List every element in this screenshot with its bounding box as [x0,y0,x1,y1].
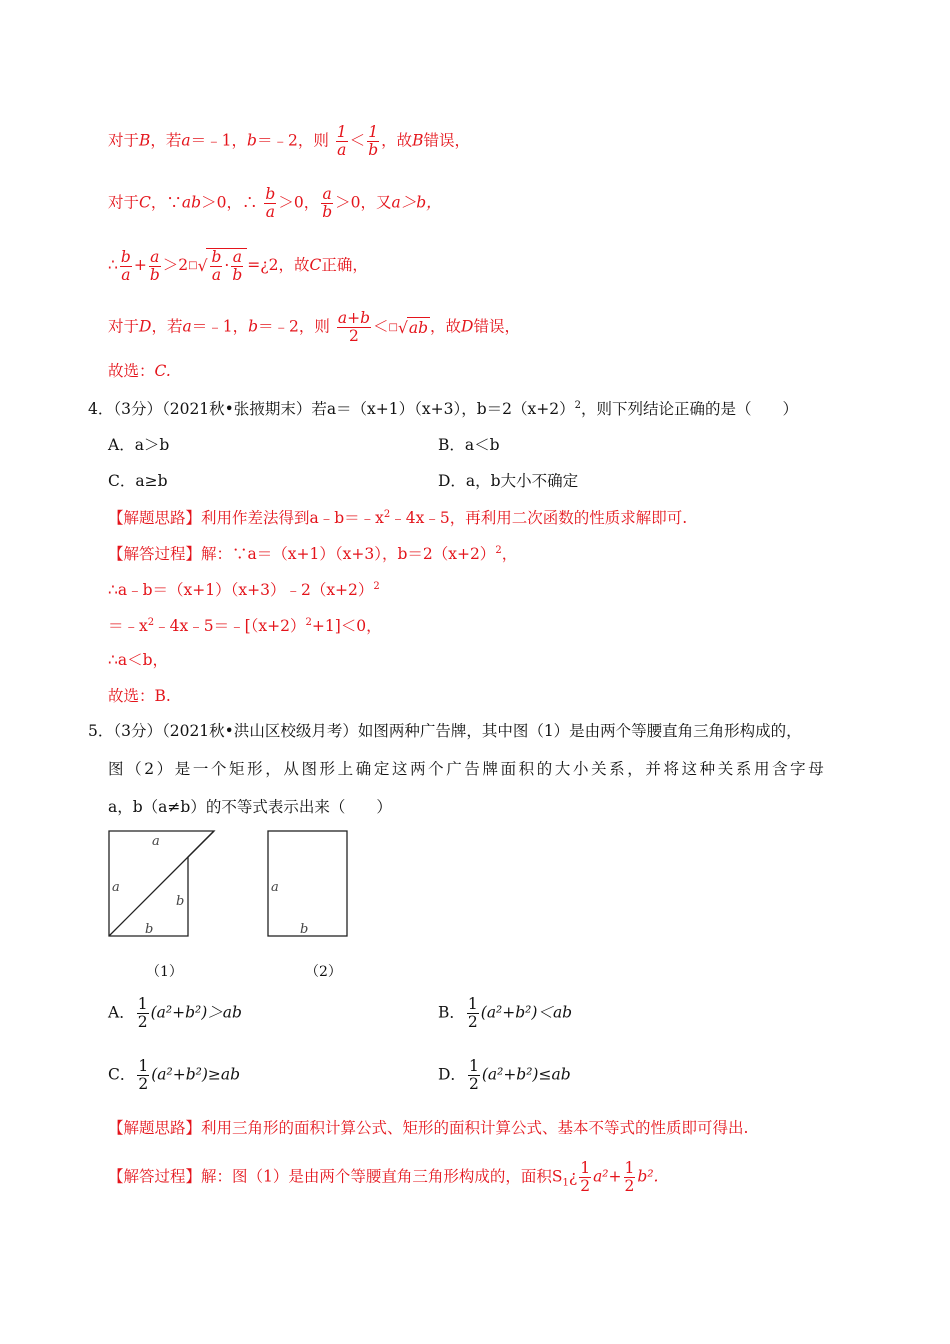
fraction-a-plus-b-over-2: $\frac{a+b}{2}$ [337,309,370,345]
q4-process-3: $=﹣x^2﹣4x﹣5=﹣[(x+2)^2+1]<0$， [108,617,382,636]
fraction-b-over-a-2: $\frac{b}{a}$ [120,247,131,284]
figure-1-caption: （1） [146,964,183,980]
q4-option-d[interactable]: D．a，b大小不确定 [438,472,579,490]
fraction-half: $\frac{1}{2}$ [468,1057,479,1093]
q5-option-c[interactable]: C． $\frac{1}{2}$ (a²+b²)≥ab [108,1057,241,1093]
figure-1-label-a-left: a [112,880,120,895]
q3-line-d: 对于D，若a＝﹣1，b＝﹣2，则 $\frac{a+b}{2}$ ＜□√ab ，故D错误， [108,309,520,345]
figure-billboards [100,822,360,952]
q3-line-ineq: ∴ $\frac{b}{a}$ + $\frac{a}{b}$ ＞2□√ $\frac{b}{a}$ · $\frac{a}{b}$ =¿2，故C正确， [108,247,368,284]
figure-1-label-b-right: b [176,894,185,909]
radicand-ab: ab [408,319,429,337]
fraction-half: $\frac{1}{2}$ [467,995,478,1031]
q5-option-b[interactable]: B． $\frac{1}{2}$ (a²+b²)＜ab [438,995,573,1031]
var-b: B [139,131,151,150]
q5-option-d[interactable]: D． $\frac{1}{2}$ (a²+b²)≤ab [438,1057,571,1093]
q4-idea: 【解题思路】利用作差法得到$a﹣b=﹣x^2﹣4x﹣5$，再利用二次函数的性质求解即可. [108,509,688,528]
q5-stem-line2: 图（2）是一个矩形，从图形上确定这两个广告牌面积的大小关系，并将这种关系用含字母 [108,760,827,778]
fraction-a-over-b-2: $\frac{a}{b}$ [149,247,160,284]
q3-answer: 故选：C. [108,362,171,380]
figure-2-rectangle [268,831,347,936]
figure-2-label-a: a [271,880,279,895]
q5-idea: 【解题思路】利用三角形的面积计算公式、矩形的面积计算公式、基本不等式的性质即可得出. [108,1119,749,1137]
fraction-half: $\frac{1}{2}$ [137,995,148,1031]
q3-line-c: 对于C，∵ab＞0，∴ $\frac{b}{a}$ ＞0， $\frac{a}{b}$ ＞0，又a＞b， [108,185,442,221]
sqrt-icon: □√ [388,318,408,337]
fraction-1-over-b: $\frac{1}{b}$ [368,123,379,159]
q5-process: 【解答过程】解：图（1）是由两个等腰直角三角形构成的，面积$S_1¿$ $\frac{1}{2}$ a²+ $\frac{1}{2}$ b². [108,1159,659,1195]
figure-2-caption: （2） [305,964,342,980]
q5-stem-line3: a，b（a≠b）的不等式表示出来（ ） [108,798,392,816]
q5-stem-line1: 5．（3分）（2021秋•洪山区校级月考）如图两种广告牌，其中图（1）是由两个等腰直角三角形构成的， [88,722,802,740]
figure-1-label-a-top: a [152,834,160,849]
fraction-half: $\frac{1}{2}$ [580,1159,591,1195]
fraction-a-over-b: $\frac{a}{b}$ [322,185,333,221]
fraction-b-over-a: $\frac{b}{a}$ [265,185,276,221]
figure-1-diagonal [109,831,214,936]
fraction-1-over-a: $\frac{1}{a}$ [336,123,347,159]
radicand: $\frac{b}{a}$ · $\frac{a}{b}$ [206,248,247,284]
q4-process-4: ∴a＜b， [108,651,169,669]
q4-option-c[interactable]: C．a≥b [108,472,168,490]
q4-process-1: 【解答过程】解：∵a＝（x+1）（x+3），$b=2(x+2)^2$， [108,545,518,564]
fraction-half: $\frac{1}{2}$ [624,1159,635,1195]
q4-option-b[interactable]: B．a＜b [438,436,500,454]
q5-option-a[interactable]: A． $\frac{1}{2}$ (a²+b²)＞ab [108,995,242,1031]
fraction-half: $\frac{1}{2}$ [138,1057,149,1093]
q4-stem: 4．（3分）（2021秋•张掖期末）若a＝（x+1）（x+3），$b=2(x+2)^2$，则下列结论正确的是（ ） [88,400,798,419]
q4-answer: 故选：B. [108,687,171,705]
sqrt-icon: □√ [188,257,208,275]
q3-line-b: 对于B，若a＝﹣1，b＝﹣2，则 $\frac{1}{a}$ ＜ $\frac{1}{b}$ ，故B错误， [108,123,471,159]
q4-option-a[interactable]: A．a＞b [108,436,170,454]
figure-1-label-b-bottom: b [145,922,154,937]
q4-process-2: $\therefore a﹣b=(x+1)(x+3)﹣2(x+2)^2$ [108,581,380,600]
figure-2-label-b: b [300,922,309,937]
